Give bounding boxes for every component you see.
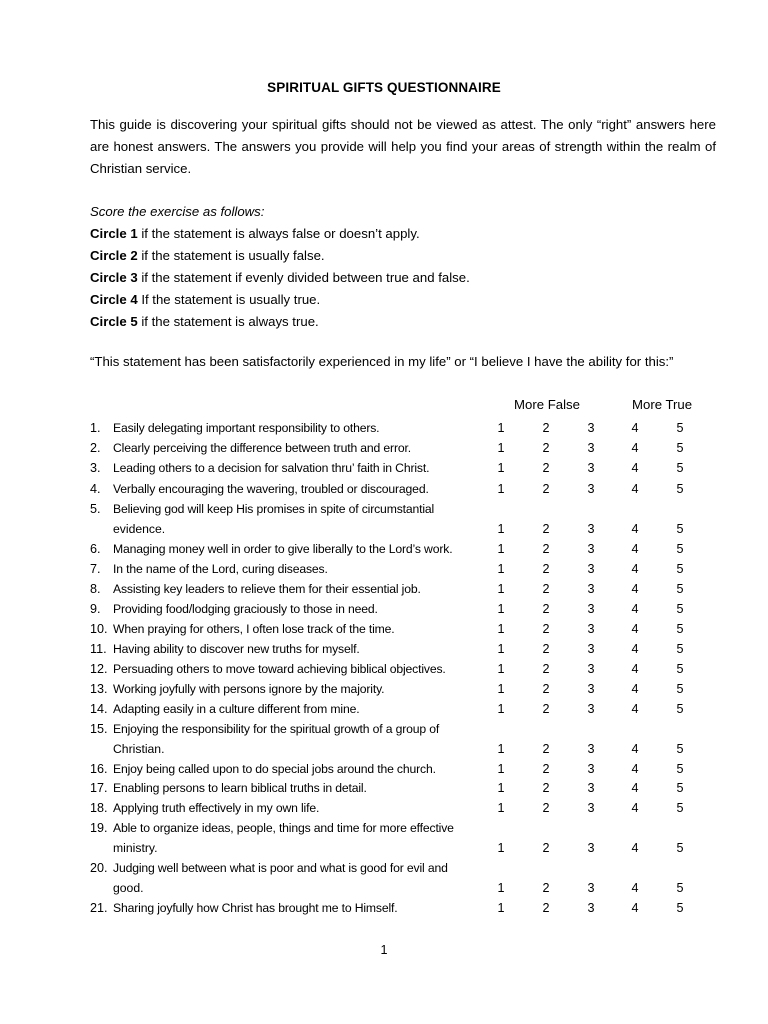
rating-option-3[interactable]: 3	[587, 461, 595, 475]
scoring-label: Circle 5	[90, 314, 138, 329]
statement-prompt: “This statement has been satisfactorily experienced in my life” or “I believe I have the ability for this:”	[90, 354, 674, 369]
rating-option-3[interactable]: 3	[587, 562, 595, 576]
rating-option-4[interactable]: 4	[631, 881, 639, 895]
question-text-continued: Christian.	[113, 742, 165, 756]
question-item	[0, 579, 768, 599]
question-item	[0, 599, 768, 619]
scale-label-more-false: More False	[514, 397, 580, 412]
question-item	[0, 898, 768, 918]
rating-option-3[interactable]: 3	[587, 622, 595, 636]
rating-option-5[interactable]: 5	[676, 901, 684, 915]
rating-option-1[interactable]: 1	[497, 421, 505, 435]
question-item	[0, 818, 768, 858]
rating-option-4[interactable]: 4	[631, 662, 639, 676]
rating-option-3[interactable]: 3	[587, 682, 595, 696]
question-item	[0, 639, 768, 659]
question-text-continued: good.	[113, 881, 144, 895]
scoring-heading: Score the exercise as follows:	[90, 204, 265, 219]
rating-option-5[interactable]: 5	[676, 461, 684, 475]
question-text: In the name of the Lord, curing diseases.	[113, 562, 328, 576]
question-text: Enabling persons to learn biblical truths in detail.	[113, 781, 367, 795]
rating-option-2[interactable]: 2	[542, 622, 550, 636]
question-text: When praying for others, I often lose track of the time.	[113, 622, 395, 636]
scoring-label: Circle 1	[90, 226, 138, 241]
rating-option-4[interactable]: 4	[631, 801, 639, 815]
scoring-text: if the statement is always false or doesn’t apply.	[137, 226, 420, 241]
question-item	[0, 679, 768, 699]
rating-option-3[interactable]: 3	[587, 441, 595, 455]
question-number: 19.	[90, 821, 108, 835]
rating-option-5[interactable]: 5	[676, 482, 684, 496]
rating-option-4[interactable]: 4	[631, 901, 639, 915]
question-item	[0, 479, 768, 499]
rating-option-5[interactable]: 5	[676, 781, 684, 795]
rating-option-3[interactable]: 3	[587, 642, 595, 656]
question-number: 1.	[90, 421, 101, 435]
page-number: 1	[380, 943, 388, 957]
question-number: 2.	[90, 441, 101, 455]
rating-option-3[interactable]: 3	[587, 881, 595, 895]
question-text: Easily delegating important responsibility to others.	[113, 421, 380, 435]
rating-option-5[interactable]: 5	[676, 682, 684, 696]
rating-option-1[interactable]: 1	[497, 881, 505, 895]
question-item	[0, 559, 768, 579]
question-item	[0, 759, 768, 779]
question-text: Believing god will keep His promises in spite of circumstantial	[113, 502, 435, 516]
rating-option-2[interactable]: 2	[542, 582, 550, 596]
rating-option-2[interactable]: 2	[542, 542, 550, 556]
rating-option-5[interactable]: 5	[676, 662, 684, 676]
rating-option-2[interactable]: 2	[542, 762, 550, 776]
rating-option-2[interactable]: 2	[542, 881, 550, 895]
rating-option-4[interactable]: 4	[631, 542, 639, 556]
rating-option-1[interactable]: 1	[497, 542, 505, 556]
question-number: 20.	[90, 861, 108, 875]
rating-option-1[interactable]: 1	[497, 622, 505, 636]
rating-option-4[interactable]: 4	[631, 562, 639, 576]
question-number: 5.	[90, 502, 101, 516]
rating-option-2[interactable]: 2	[542, 461, 550, 475]
question-text: Clearly perceiving the difference between truth and error.	[113, 441, 411, 455]
rating-option-5[interactable]: 5	[676, 542, 684, 556]
rating-option-1[interactable]: 1	[497, 781, 505, 795]
rating-option-3[interactable]: 3	[587, 662, 595, 676]
rating-option-5[interactable]: 5	[676, 522, 684, 536]
question-number: 9.	[90, 602, 101, 616]
question-item	[0, 418, 768, 438]
rating-option-2[interactable]: 2	[542, 901, 550, 915]
rating-option-1[interactable]: 1	[497, 582, 505, 596]
rating-option-5[interactable]: 5	[676, 602, 684, 616]
question-number: 12.	[90, 662, 108, 676]
scoring-label: Circle 4	[90, 292, 138, 307]
question-text: Verbally encouraging the wavering, troubled or discouraged.	[113, 482, 429, 496]
rating-option-3[interactable]: 3	[587, 841, 595, 855]
question-number: 17.	[90, 781, 108, 795]
question-number: 13.	[90, 682, 108, 696]
question-number: 4.	[90, 482, 101, 496]
rating-option-5[interactable]: 5	[676, 841, 684, 855]
question-number: 6.	[90, 542, 101, 556]
question-number: 21.	[90, 901, 108, 915]
rating-option-4[interactable]: 4	[631, 742, 639, 756]
question-text: Persuading others to move toward achieving biblical objectives.	[113, 662, 446, 676]
scale-label-more-true: More True	[632, 397, 693, 412]
rating-option-1[interactable]: 1	[497, 562, 505, 576]
rating-option-4[interactable]: 4	[631, 602, 639, 616]
question-number: 8.	[90, 582, 101, 596]
rating-option-3[interactable]: 3	[587, 482, 595, 496]
rating-option-5[interactable]: 5	[676, 881, 684, 895]
rating-option-2[interactable]: 2	[542, 682, 550, 696]
question-text: Applying truth effectively in my own life.	[113, 801, 320, 815]
question-number: 10.	[90, 622, 108, 636]
rating-option-1[interactable]: 1	[497, 662, 505, 676]
rating-option-1[interactable]: 1	[497, 702, 505, 716]
question-item	[0, 699, 768, 719]
question-item	[0, 458, 768, 478]
question-item	[0, 539, 768, 559]
question-text-continued: ministry.	[113, 841, 158, 855]
question-item	[0, 659, 768, 679]
rating-option-1[interactable]: 1	[497, 482, 505, 496]
rating-option-3[interactable]: 3	[587, 522, 595, 536]
question-number: 3.	[90, 461, 101, 475]
question-text: Managing money well in order to give liberally to the Lord’s work.	[113, 542, 453, 556]
question-item	[0, 619, 768, 639]
rating-option-3[interactable]: 3	[587, 602, 595, 616]
rating-option-4[interactable]: 4	[631, 582, 639, 596]
question-item	[0, 438, 768, 458]
intro-paragraph: This guide is discovering your spiritual gifts should not be viewed as attest. The only “right” answers here are honest answers. The answers you provide will help you find your areas of strength within the realm of Christian service.	[90, 117, 716, 176]
question-text: Assisting key leaders to relieve them for their essential job.	[113, 582, 421, 596]
question-number: 16.	[90, 762, 108, 776]
question-text: Enjoying the responsibility for the spiritual growth of a group of	[113, 722, 440, 736]
rating-option-2[interactable]: 2	[542, 742, 550, 756]
question-item	[0, 719, 768, 759]
rating-option-4[interactable]: 4	[631, 841, 639, 855]
rating-option-3[interactable]: 3	[587, 582, 595, 596]
rating-option-3[interactable]: 3	[587, 801, 595, 815]
rating-option-2[interactable]: 2	[542, 421, 550, 435]
question-item	[0, 778, 768, 798]
scoring-label: Circle 2	[90, 248, 138, 263]
question-item	[0, 798, 768, 818]
rating-option-5[interactable]: 5	[676, 582, 684, 596]
rating-option-1[interactable]: 1	[497, 901, 505, 915]
rating-option-1[interactable]: 1	[497, 642, 505, 656]
rating-option-5[interactable]: 5	[676, 622, 684, 636]
question-text: Adapting easily in a culture different from mine.	[113, 702, 360, 716]
rating-option-1[interactable]: 1	[497, 742, 505, 756]
rating-option-2[interactable]: 2	[542, 602, 550, 616]
rating-option-4[interactable]: 4	[631, 522, 639, 536]
question-item	[0, 858, 768, 898]
question-text-continued: evidence.	[113, 522, 166, 536]
rating-option-1[interactable]: 1	[497, 602, 505, 616]
rating-option-2[interactable]: 2	[542, 781, 550, 795]
rating-option-2[interactable]: 2	[542, 482, 550, 496]
rating-option-4[interactable]: 4	[631, 682, 639, 696]
rating-option-3[interactable]: 3	[587, 742, 595, 756]
rating-option-2[interactable]: 2	[542, 562, 550, 576]
rating-option-5[interactable]: 5	[676, 642, 684, 656]
rating-option-2[interactable]: 2	[542, 642, 550, 656]
rating-option-3[interactable]: 3	[587, 421, 595, 435]
rating-option-1[interactable]: 1	[497, 682, 505, 696]
rating-option-4[interactable]: 4	[631, 482, 639, 496]
scoring-text: if the statement is usually false.	[137, 248, 325, 263]
scoring-text: if the statement is always true.	[137, 314, 319, 329]
question-number: 18.	[90, 801, 108, 815]
question-item	[0, 499, 768, 539]
rating-option-4[interactable]: 4	[631, 642, 639, 656]
question-number: 7.	[90, 562, 101, 576]
rating-option-5[interactable]: 5	[676, 702, 684, 716]
question-number: 14.	[90, 702, 108, 716]
rating-option-2[interactable]: 2	[542, 441, 550, 455]
rating-option-4[interactable]: 4	[631, 781, 639, 795]
rating-option-2[interactable]: 2	[542, 841, 550, 855]
rating-option-3[interactable]: 3	[587, 762, 595, 776]
rating-option-4[interactable]: 4	[631, 702, 639, 716]
rating-option-2[interactable]: 2	[542, 801, 550, 815]
question-text: Judging well between what is poor and what is good for evil and	[113, 861, 448, 875]
rating-option-4[interactable]: 4	[631, 461, 639, 475]
rating-option-4[interactable]: 4	[631, 421, 639, 435]
rating-option-4[interactable]: 4	[631, 622, 639, 636]
rating-option-1[interactable]: 1	[497, 801, 505, 815]
rating-option-2[interactable]: 2	[542, 702, 550, 716]
rating-option-3[interactable]: 3	[587, 781, 595, 795]
question-text: Able to organize ideas, people, things and time for more effective	[113, 821, 454, 835]
question-text: Enjoy being called upon to do special jobs around the church.	[113, 762, 436, 776]
rating-option-3[interactable]: 3	[587, 542, 595, 556]
rating-option-1[interactable]: 1	[497, 461, 505, 475]
rating-option-1[interactable]: 1	[497, 762, 505, 776]
rating-option-4[interactable]: 4	[631, 441, 639, 455]
question-text: Sharing joyfully how Christ has brought me to Himself.	[113, 901, 398, 915]
question-text: Having ability to discover new truths for myself.	[113, 642, 360, 656]
rating-option-5[interactable]: 5	[676, 762, 684, 776]
rating-option-1[interactable]: 1	[497, 441, 505, 455]
rating-option-5[interactable]: 5	[676, 421, 684, 435]
scoring-text: If the statement is usually true.	[137, 292, 321, 307]
question-text: Providing food/lodging graciously to those in need.	[113, 602, 378, 616]
rating-option-1[interactable]: 1	[497, 841, 505, 855]
question-number: 15.	[90, 722, 108, 736]
rating-option-5[interactable]: 5	[676, 562, 684, 576]
rating-option-5[interactable]: 5	[676, 441, 684, 455]
question-text: Working joyfully with persons ignore by the majority.	[113, 682, 385, 696]
scoring-label: Circle 3	[90, 270, 138, 285]
page-title: SPIRITUAL GIFTS QUESTIONNAIRE	[267, 80, 501, 95]
rating-option-5[interactable]: 5	[676, 801, 684, 815]
rating-option-3[interactable]: 3	[587, 702, 595, 716]
scoring-text: if the statement if evenly divided between true and false.	[137, 270, 470, 285]
question-number: 11.	[90, 642, 107, 656]
rating-option-2[interactable]: 2	[542, 522, 550, 536]
rating-option-5[interactable]: 5	[676, 742, 684, 756]
question-text: Leading others to a decision for salvation thru’ faith in Christ.	[113, 461, 430, 475]
rating-option-1[interactable]: 1	[497, 522, 505, 536]
rating-option-2[interactable]: 2	[542, 662, 550, 676]
rating-option-4[interactable]: 4	[631, 762, 639, 776]
rating-option-3[interactable]: 3	[587, 901, 595, 915]
